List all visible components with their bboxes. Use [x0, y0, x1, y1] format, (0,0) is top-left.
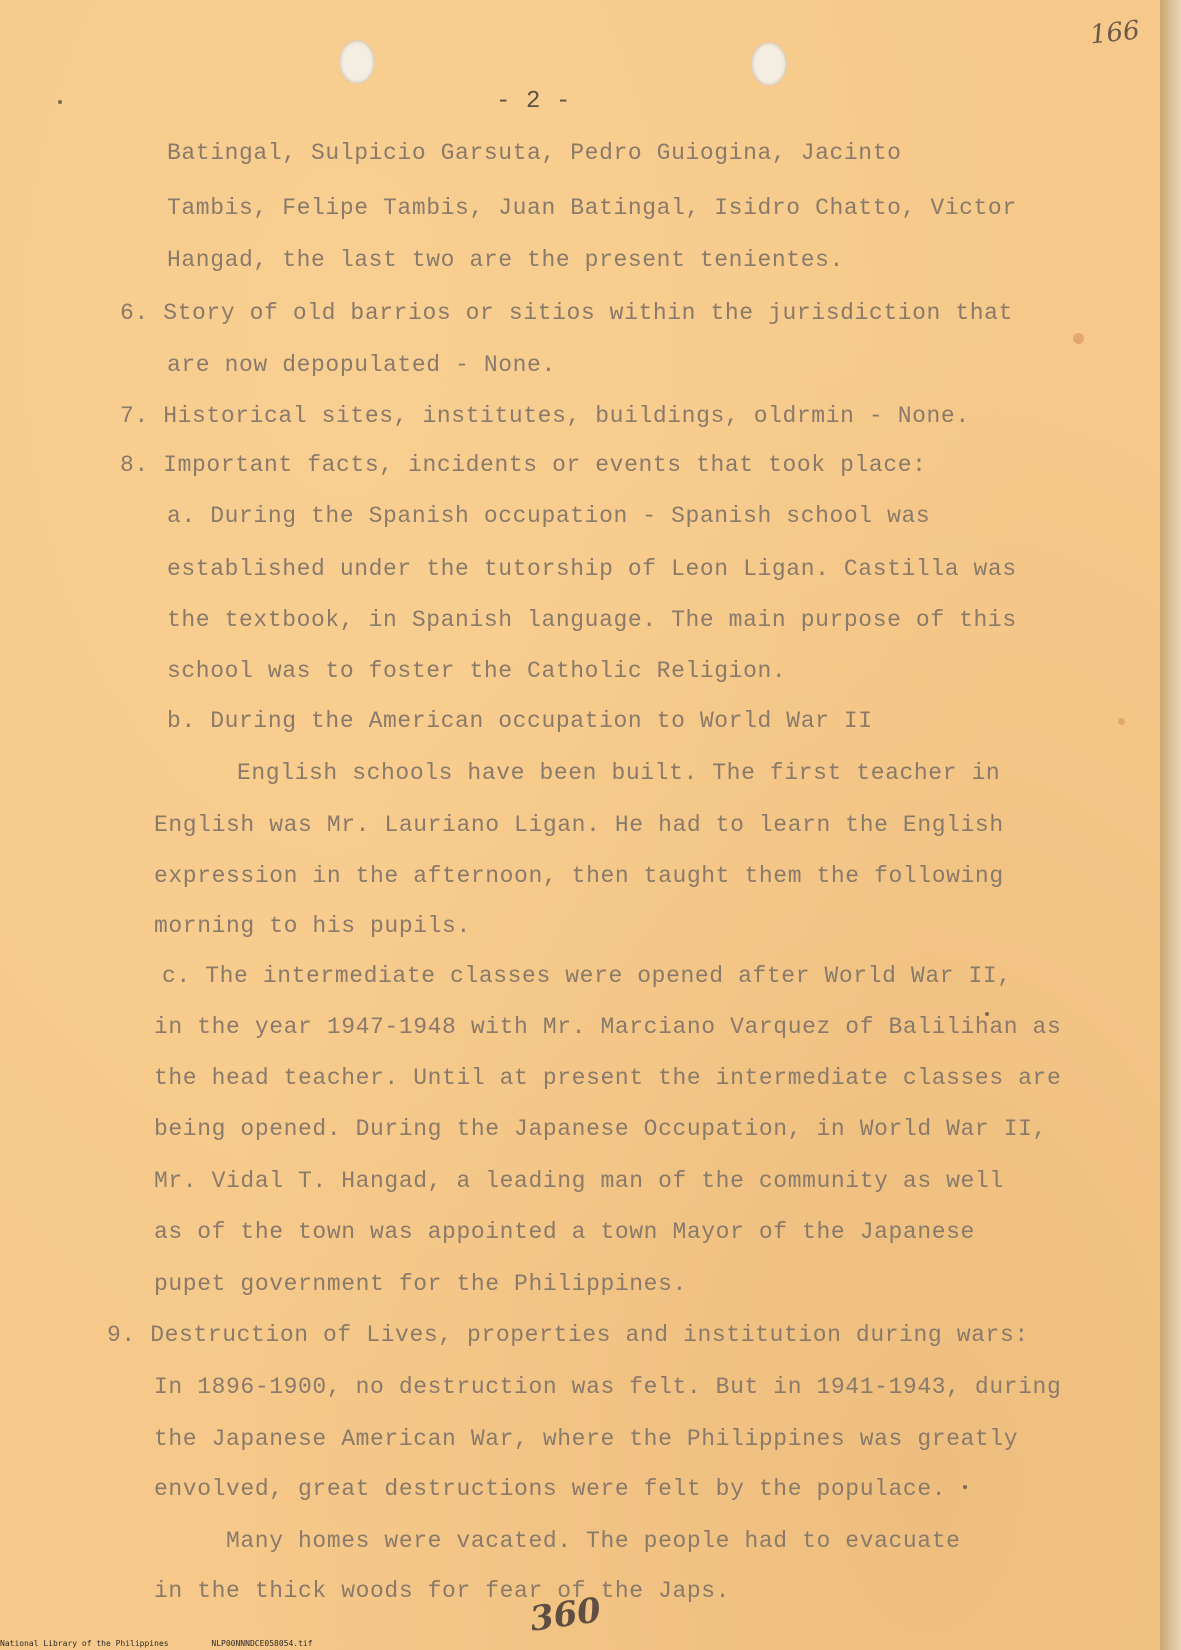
punch-hole-right [751, 42, 787, 86]
scan-footer [0, 1638, 1160, 1650]
page-number: - 2 - [496, 88, 572, 115]
archive-stamp-number: 360 [527, 1590, 604, 1640]
folio-number: 166 [1088, 15, 1142, 51]
text-line: 9. Destruction of Lives, properties and institution during wars: [107, 1322, 1029, 1348]
text-line: expression in the afternoon, then taught them the following [154, 863, 1004, 889]
text-line: a. During the Spanish occupation - Spanish school was [167, 503, 931, 529]
text-line: Batingal, Sulpicio Garsuta, Pedro Guiogina, Jacinto [167, 140, 902, 166]
page-edge [1160, 0, 1181, 1650]
text-line: 6. Story of old barrios or sitios within the jurisdiction that [120, 300, 1013, 326]
text-line: the head teacher. Until at present the intermediate classes are [154, 1065, 1062, 1091]
text-line: the textbook, in Spanish language. The main purpose of this [167, 607, 1017, 633]
text-line: established under the tutorship of Leon Ligan. Castilla was [167, 556, 1017, 582]
text-line: pupet government for the Philippines. [154, 1271, 687, 1297]
text-line: English was Mr. Lauriano Ligan. He had to learn the English [154, 812, 1004, 838]
text-line: Tambis, Felipe Tambis, Juan Batingal, Isidro Chatto, Victor [167, 195, 1017, 221]
ink-speck [58, 100, 62, 104]
text-line: school was to foster the Catholic Religion. [167, 658, 787, 684]
punch-hole-left [339, 40, 375, 84]
text-line: Hangad, the last two are the present tenientes. [167, 247, 844, 273]
file-identifier: NLP00NNNDCE058054.tif [211, 1639, 313, 1648]
text-line: in the year 1947-1948 with Mr. Marciano Varquez of Balilihan as [154, 1014, 1062, 1040]
text-line: Mr. Vidal T. Hangad, a leading man of the community as well [154, 1168, 1004, 1194]
text-line: morning to his pupils. [154, 913, 471, 939]
library-credit: National Library of the Philippines [0, 1639, 169, 1648]
text-line: b. During the American occupation to World War II [167, 708, 873, 734]
text-line: envolved, great destructions were felt by the populace. [154, 1476, 947, 1502]
text-line: Many homes were vacated. The people had to evacuate [226, 1528, 961, 1554]
text-line: the Japanese American War, where the Philippines was greatly [154, 1426, 1019, 1452]
text-line: being opened. During the Japanese Occupation, in World War II, [154, 1116, 1047, 1142]
text-line: as of the town was appointed a town Mayor of the Japanese [154, 1219, 975, 1245]
text-line: 7. Historical sites, institutes, buildings, oldrmin - None. [120, 403, 970, 429]
paper-stain [1118, 718, 1125, 725]
text-line: c. The intermediate classes were opened after World War II, [162, 963, 1012, 989]
text-line: in the thick woods for fear of the Japs. [154, 1578, 731, 1604]
ink-speck [963, 1485, 967, 1489]
text-line: 8. Important facts, incidents or events that took place: [120, 452, 927, 478]
text-line: English schools have been built. The first teacher in [237, 760, 1001, 786]
text-line: In 1896-1900, no destruction was felt. But in 1941-1943, during [154, 1374, 1062, 1400]
text-line: are now depopulated - None. [167, 352, 556, 378]
paper-stain [1073, 333, 1084, 344]
